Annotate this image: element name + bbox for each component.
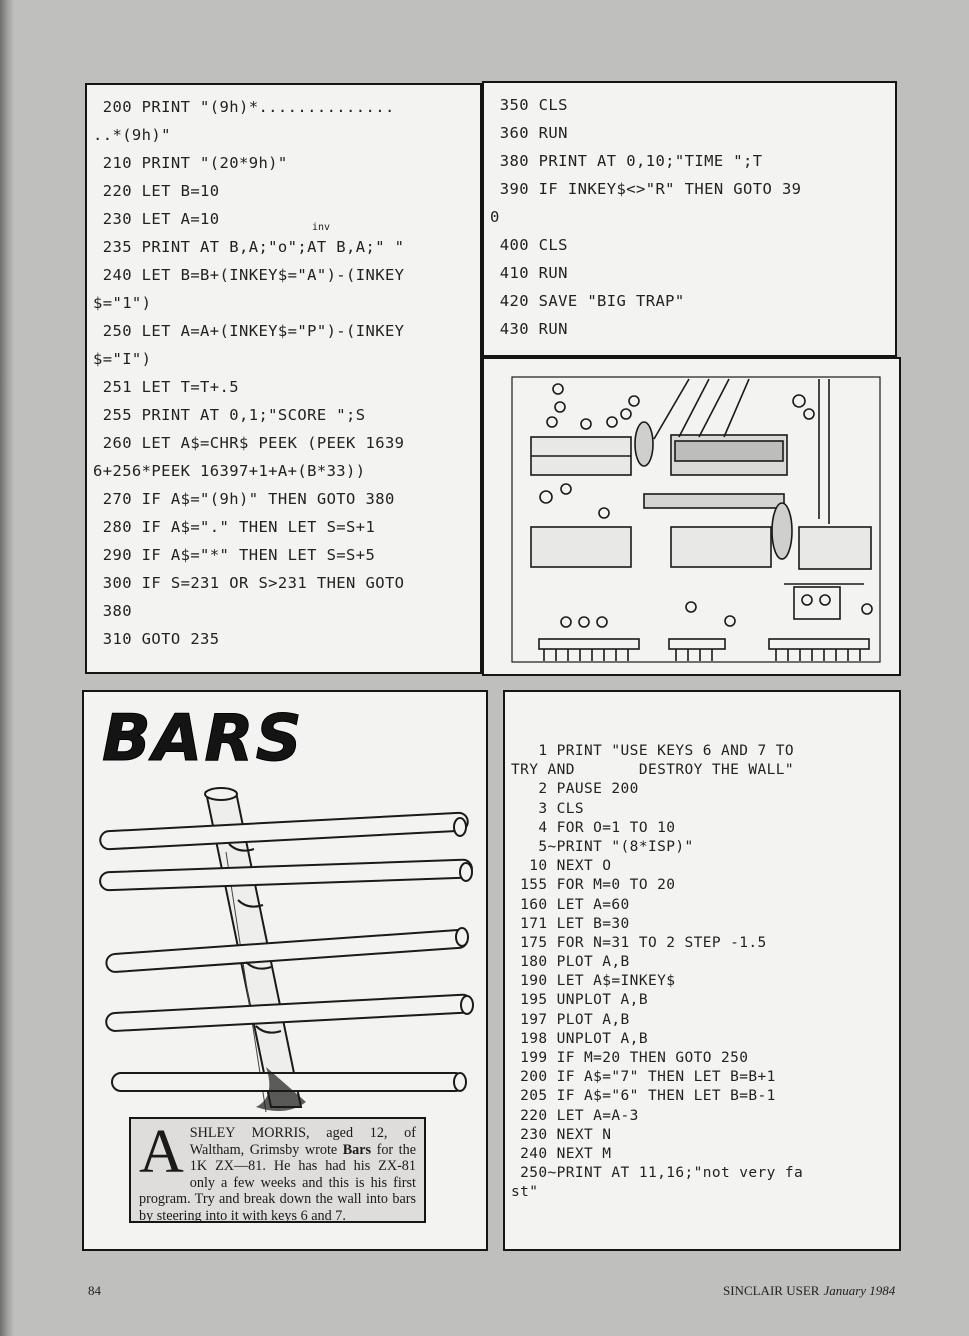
- code-line: 280 IF A$="." THEN LET S=S+1: [93, 518, 376, 536]
- code-listing-part1: [93, 93, 404, 653]
- inv-mark: inv: [312, 222, 331, 233]
- code-line: 200 IF A$="7" THEN LET B=B+1: [511, 1069, 776, 1086]
- code-line: 290 IF A$="*" THEN LET S=S+5: [93, 546, 376, 564]
- code-line: 255 PRINT AT 0,1;"SCORE ";S: [93, 406, 366, 424]
- code-line: 1 PRINT "USE KEYS 6 AND 7 TO: [511, 743, 795, 759]
- listing-panel-big-trap-part1: [85, 83, 482, 674]
- code-line: 390 IF INKEY$<>"R" THEN GOTO 39: [490, 180, 802, 198]
- code-line: 230 NEXT N: [511, 1126, 612, 1143]
- code-line: 420 SAVE "BIG TRAP": [490, 292, 685, 310]
- caption-text-before: SHLEY MORRIS, aged 12, of Waltham, Grimsby wrote: [189, 1125, 416, 1158]
- code-line: 235 PRINT AT B,A;"o";AT B,A;" ": [93, 238, 405, 256]
- code-line: 197 PLOT A,B: [511, 1011, 630, 1028]
- page-spine-shadow: [0, 0, 14, 1336]
- code-line: 10 NEXT O: [511, 858, 612, 875]
- code-line: 5~PRINT "(8*ISP)": [511, 838, 694, 855]
- code-line: 210 PRINT "(20*9h)": [93, 154, 288, 172]
- magazine-issue: January 1984: [823, 1283, 896, 1298]
- code-line: $="I"): [93, 350, 152, 368]
- code-line: 205 IF A$="6" THEN LET B=B-1: [511, 1088, 776, 1105]
- code-line: 270 IF A$="(9h)" THEN GOTO 380: [93, 490, 395, 508]
- code-line: TRY AND DESTROY THE WALL": [511, 762, 795, 779]
- bars-title: BARS: [102, 702, 304, 776]
- code-line: 250~PRINT AT 11,16;"not very fa: [511, 1165, 804, 1182]
- code-line: 4 FOR O=1 TO 10: [511, 819, 676, 836]
- code-line: 410 RUN: [490, 264, 568, 282]
- code-line: 400 CLS: [490, 236, 568, 254]
- listing-panel-big-trap-part2: [482, 81, 897, 357]
- code-line: 0: [490, 208, 500, 226]
- code-line: 380: [93, 602, 132, 620]
- code-line: 250 LET A=A+(INKEY$="P")-(INKEY: [93, 322, 405, 340]
- code-line: 155 FOR M=0 TO 20: [511, 877, 676, 894]
- code-line: 198 UNPLOT A,B: [511, 1030, 648, 1047]
- code-line: 350 CLS: [490, 96, 568, 114]
- code-line: 190 LET A$=INKEY$: [511, 973, 676, 990]
- article-caption: [129, 1117, 426, 1223]
- caption-bold-title: Bars: [342, 1141, 372, 1158]
- code-line: $="1"): [93, 294, 152, 312]
- code-listing-part2: [490, 91, 801, 343]
- code-line: 380 PRINT AT 0,10;"TIME ";T: [490, 152, 763, 170]
- code-line: 220 LET B=10: [93, 182, 220, 200]
- bars-article-panel: [82, 690, 488, 1251]
- code-line: 360 RUN: [490, 124, 568, 142]
- code-line: 260 LET A$=CHR$ PEEK (PEEK 1639: [93, 434, 405, 452]
- code-line: ..*(9h)": [93, 126, 171, 144]
- magazine-footer: [723, 1283, 895, 1299]
- caption-text-after: for the 1K ZX—81. He has had his ZX-81 only a few weeks and this is his first program. Try and break down the wall into bars by steering into it with keys 6 and 7.: [139, 1141, 416, 1224]
- code-line: 171 LET B=30: [511, 915, 630, 932]
- code-line: 195 UNPLOT A,B: [511, 992, 648, 1009]
- code-line: 160 LET A=60: [511, 896, 630, 913]
- code-line: 430 RUN: [490, 320, 568, 338]
- code-line: st": [511, 1184, 539, 1201]
- bars-listing-panel: [503, 690, 901, 1251]
- code-line: 6+256*PEEK 16397+1+A+(B*33)): [93, 462, 366, 480]
- page-number: 84: [88, 1283, 101, 1298]
- code-line: 180 PLOT A,B: [511, 954, 630, 971]
- code-line: 240 NEXT M: [511, 1145, 612, 1162]
- code-line: 175 FOR N=31 TO 2 STEP -1.5: [511, 934, 767, 951]
- caption-dropcap: A: [139, 1118, 184, 1186]
- code-line: 3 CLS: [511, 800, 585, 817]
- code-line: 200 PRINT "(9h)*..............: [93, 98, 395, 116]
- circuit-illustration-panel: [482, 357, 901, 676]
- code-line: 240 LET B=B+(INKEY$="A")-(INKEY: [93, 266, 405, 284]
- code-listing-bars: [511, 742, 803, 1203]
- magazine-name: SINCLAIR USER: [723, 1283, 820, 1298]
- code-line: 199 IF M=20 THEN GOTO 250: [511, 1050, 749, 1066]
- code-line: 310 GOTO 235: [93, 630, 220, 648]
- circuit-board-drawing: [484, 359, 898, 673]
- code-line: 2 PAUSE 200: [511, 781, 639, 798]
- code-line: 230 LET A=10: [93, 210, 220, 228]
- code-line: 251 LET T=T+.5: [93, 378, 239, 396]
- code-line: 300 IF S=231 OR S>231 THEN GOTO: [93, 574, 405, 592]
- code-line: 220 LET A=A-3: [511, 1107, 639, 1124]
